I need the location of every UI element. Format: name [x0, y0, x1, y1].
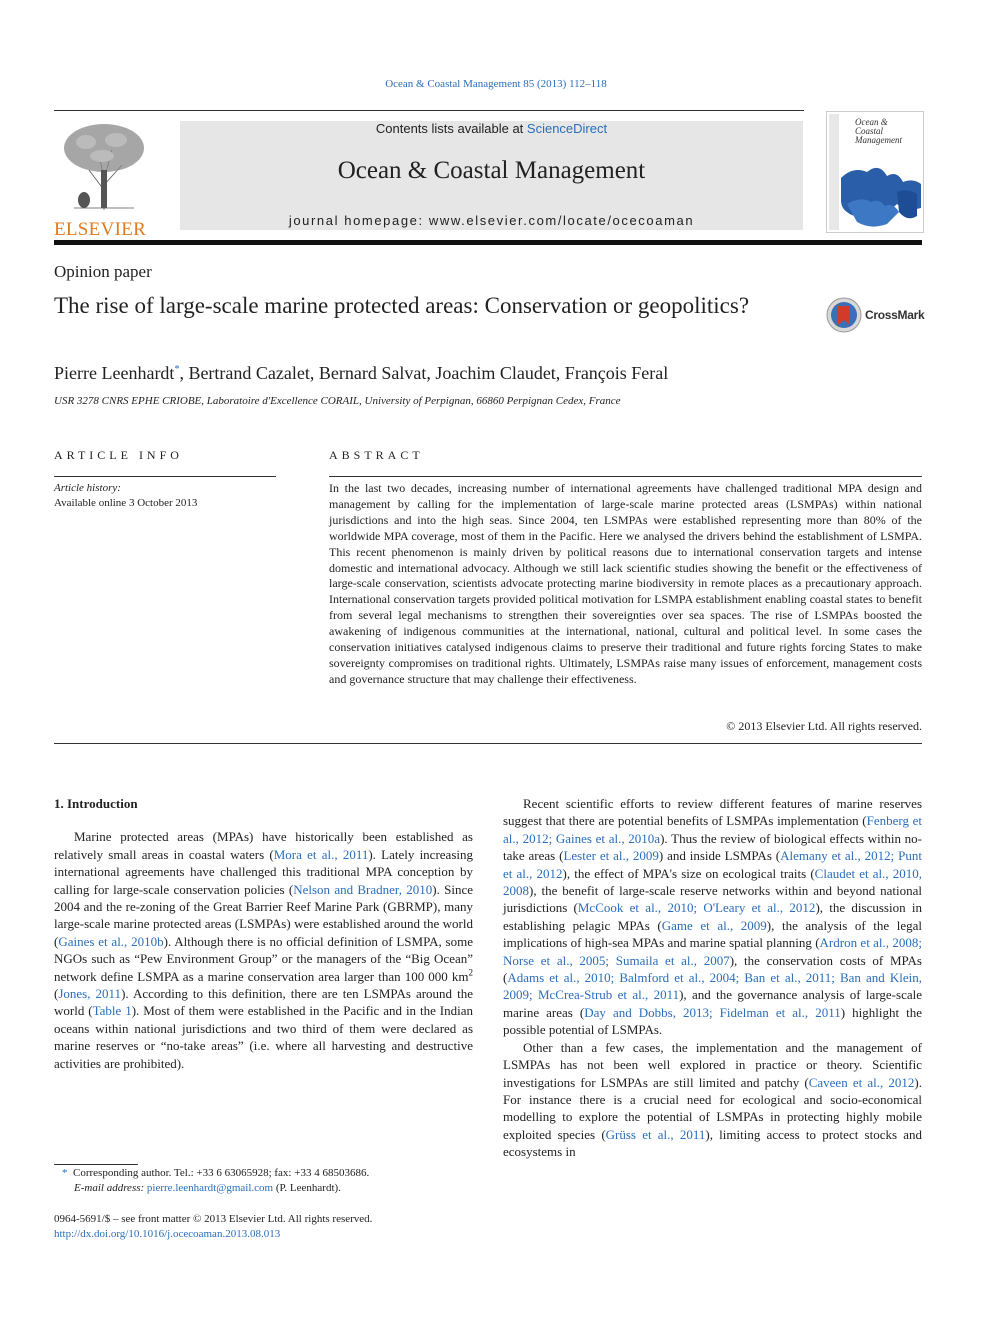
text-run: ), the benefit of large-scale reserve networks within and beyond national jurisdictions ( — [503, 883, 922, 916]
text-run: ). Lately increasing international agreements have challenged this traditional MPA conception by calling for large-scale conservation policies ( — [54, 846, 473, 897]
journal-citation[interactable] — [0, 78, 992, 90]
article-info-rule — [54, 476, 276, 477]
history-label: Article history: — [54, 482, 121, 494]
affiliation: USR 3278 CNRS EPHE CRIOBE, Laboratoire d'Excellence CORAIL, University of Perpignan, 66860 Perpignan Cedex, France — [54, 395, 621, 407]
issn-line: 0964-5691/$ – see front matter © 2013 Elsevier Ltd. All rights reserved. — [54, 1213, 373, 1225]
footnote-mark: * — [62, 1167, 68, 1179]
abstract-rule — [329, 476, 922, 477]
contents-available — [180, 121, 803, 136]
section-heading-introduction: 1. Introduction — [54, 796, 138, 811]
reference-link[interactable]: Mora et al., 2011 — [273, 846, 369, 862]
superscript: 2 — [468, 967, 473, 978]
abstract-text: In the last two decades, increasing number of international agreements have challenged traditional MPA design and management by calling for the implementation of large-scale marine protected areas (LSMPAs) within national jurisdictions and into the high seas. Since 2004, ten LSMPAs were established representing more than 80% of the worldwide MPA coverage, most of them in the Pacific. Here we analysed the drivers behind the establishment of LSMPA. This recent phenomenon is mainly driven by political reasons due to international conservation targets and intense domestic and international advocacy. Although we still lack scientific studies showing the benefit or the effectiveness of large-scale conservation, scientists advocate protecting marine biodiversity in remote places as a precautionary approach. International conservation targets provided political motivation for LSMPA establishment enabling coastal states to benefit from several legal mechanisms to strengthen their sovereignties over sea spaces. The rise of LSMPAs boosted the awakening of indigenous communities at the international, national, cultural and political level. In some cases the conservation initiatives catalysed indigenous claims to preserve their traditional and future rights forcing States to make sovereignty compromises on traditional rights. Ultimately, LSMPAs raise many issues of enforcement, management costs and governance structure that may challenge their effectiveness. — [329, 481, 922, 686]
text-run: ), the conservation costs of MPAs ( — [503, 952, 922, 986]
crossmark-label: CrossMark — [865, 308, 925, 322]
crossmark-button[interactable] — [825, 296, 925, 336]
text-run: ). Since 2004 and the re-zoning of the Great Barrier Reef Marine Park (GBRMP), many large-scale marine protected areas (LSMPAs) were established around the world ( — [54, 881, 473, 949]
footnote-email — [54, 1181, 473, 1196]
article-type: Opinion paper — [54, 262, 152, 281]
contents-prefix: Contents lists available at — [375, 121, 527, 136]
intro-paragraph-1 — [54, 828, 473, 1072]
journal-cover — [826, 111, 924, 233]
article-title: The rise of large-scale marine protected areas: Conservation or geopolitics? — [54, 293, 750, 318]
text-run: ). Most of them were established in the Pacific and in the Indian oceans within national jurisdictions and two third of them were declared as marine reserves or “no-take areas” (i.e. where all harvesting and destructive activities are prohibited). — [54, 1003, 473, 1071]
text-run: ), the effect of MPA's size on ecological traits ( — [562, 865, 815, 881]
reference-link[interactable]: Gaines et al., 2010b — [58, 933, 164, 949]
reference-link[interactable]: Day and Dobbs, 2013; Fidelman et al., 2011 — [584, 1004, 841, 1020]
history-value: Available online 3 October 2013 — [54, 497, 198, 509]
right-column — [503, 795, 922, 1161]
journal-banner — [180, 121, 803, 230]
abstract-heading: ABSTRACT — [329, 448, 424, 462]
text-run: ). For instance there is a crucial need for ecological and socio-economical modelling to explore the potential of LSMPAs in protecting highly mobile exploited species ( — [503, 1074, 922, 1142]
elsevier-wordmark: ELSEVIER — [54, 219, 147, 240]
reference-link[interactable]: Nelson and Bradner, 2010 — [293, 881, 433, 897]
table-link[interactable]: Table 1 — [92, 1003, 132, 1019]
reference-link[interactable]: Alemany et al., 2012; Punt et al., 2012 — [503, 848, 922, 881]
reference-link[interactable]: Fenberg et al., 2012; Gaines et al., 2010a — [503, 813, 923, 846]
crossmark-icon — [825, 296, 863, 334]
text-run: ( — [54, 986, 59, 1002]
text-run: ). According to this definition, there are ten LSMPAs around the world ( — [54, 986, 473, 1019]
doi-link[interactable]: http://dx.doi.org/10.1016/j.ocecoaman.2013.08.013 — [54, 1228, 281, 1240]
article-history — [54, 481, 197, 511]
reference-link[interactable]: Adams et al., 2010; Balmford et al., 2004; Ban et al., 2011; Ban and Klein, 2009; McCrea-Strub et al., 2011 — [503, 970, 922, 1003]
header-rule — [54, 110, 804, 111]
text-run: ). Thus the review of biological effects within no-take areas ( — [503, 830, 922, 864]
footnote — [54, 1166, 473, 1196]
footnote-corresponding — [54, 1166, 473, 1181]
footnote-rule — [54, 1164, 138, 1165]
reference-link[interactable]: Claudet et al., 2010, 2008 — [503, 865, 922, 899]
text-run: ) and inside LSMPAs ( — [658, 848, 781, 864]
reference-link[interactable]: Grüss et al., 2011 — [605, 1126, 706, 1142]
text-run: ). Although there is no official definition of LSMPA, some NGOs such as “Pew Environment Group” or the managers of the “Big Ocean” network define LSMPA as a marine conservation area larger than 100 000 km — [54, 933, 473, 984]
journal-name: Ocean & Coastal Management — [337, 157, 646, 184]
text-run: Marine protected areas (MPAs) have historically been established as relatively small areas in coastal waters ( — [54, 829, 473, 862]
author-first: Pierre Leenhardt — [54, 363, 175, 383]
text-run: Recent scientific efforts to review different features of marine reserves suggest that there are potential benefits of LSMPAs implementation ( — [503, 796, 922, 829]
text-run: ), the discussion in establishing pelagic MPAs ( — [503, 900, 922, 933]
reference-link[interactable]: Ardron et al., 2008; Norse et al., 2005; Sumaila et al., 2007 — [503, 935, 922, 968]
reference-link[interactable]: Game et al., 2009 — [661, 917, 767, 933]
cover-title: Ocean & Coastal Management — [855, 117, 902, 145]
text-run: ), the analysis of the legal implications of high-sea MPAs and marine spatial planning ( — [503, 917, 922, 951]
email-label: E-mail address: — [74, 1182, 145, 1194]
abstract-bottom-rule — [54, 743, 922, 744]
text-run: Other than a few cases, the implementation and the management of LSMPAs has not been well explored in practice or theory. Scientific investigations for LSMPAs are still limited and patchy ( — [503, 1039, 922, 1090]
article-info-heading: ARTICLE INFO — [54, 448, 183, 462]
elsevier-logo — [54, 120, 154, 240]
header-thick-rule — [54, 240, 922, 245]
citation-link[interactable]: Ocean & Coastal Management 85 (2013) 112–118 — [385, 78, 607, 90]
corresponding-author: Corresponding author. Tel.: +33 6 63065928; fax: +33 4 68503686. — [73, 1167, 370, 1179]
text-run: ), and the governance analysis of large-scale marine areas ( — [503, 987, 922, 1020]
intro-paragraph-2 — [503, 795, 922, 1039]
reference-link[interactable]: Lester et al., 2009 — [563, 848, 659, 864]
text-run: ), limiting access to protect stocks and ecosystems in — [503, 1126, 922, 1160]
elsevier-tree-icon — [54, 120, 154, 212]
email-link[interactable]: pierre.leenhardt@gmail.com — [146, 1182, 274, 1194]
cover-map-icon — [827, 112, 923, 232]
journal-homepage[interactable]: journal homepage: www.elsevier.com/locate/ocecoaman — [288, 213, 695, 228]
author-rest: , Bertrand Cazalet, Bernard Salvat, Joachim Claudet, François Feral — [179, 363, 669, 383]
reference-link[interactable]: Caveen et al., 2012 — [808, 1074, 915, 1090]
text-run: ) highlight the possible potential of LSMPAs. — [503, 1004, 922, 1038]
author-list — [54, 363, 668, 384]
reference-link[interactable]: McCook et al., 2010; O'Leary et al., 2012 — [577, 900, 816, 916]
abstract-copyright: © 2013 Elsevier Ltd. All rights reserved. — [726, 719, 922, 733]
sciencedirect-link[interactable]: ScienceDirect — [526, 121, 608, 136]
intro-paragraph-3 — [503, 1039, 922, 1161]
left-column — [54, 795, 473, 1072]
email-suffix: (P. Leenhardt). — [275, 1182, 341, 1194]
author-footnote-mark[interactable]: * — [174, 364, 180, 375]
reference-link[interactable]: Jones, 2011 — [58, 986, 122, 1002]
front-matter — [54, 1212, 372, 1242]
